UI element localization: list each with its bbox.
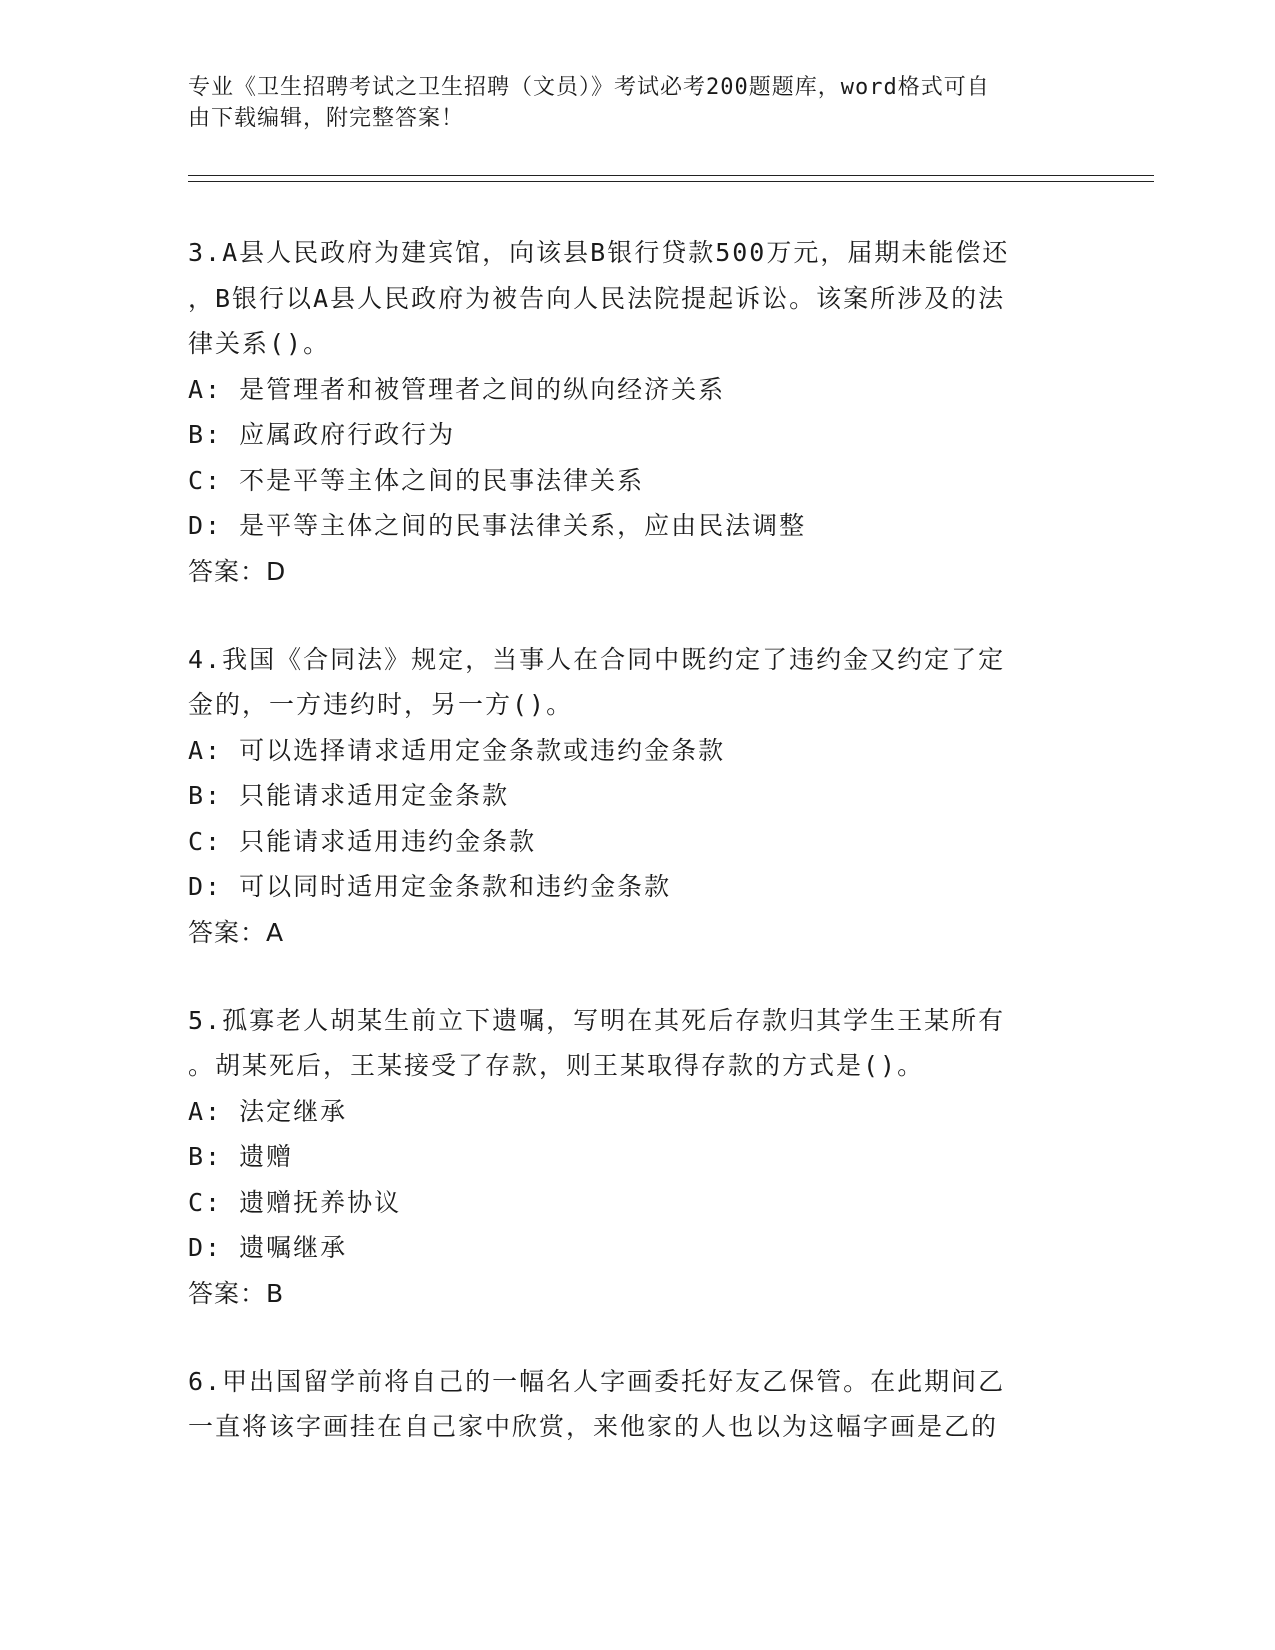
question-stem-line: 4.我国《合同法》规定，当事人在合同中既约定了违约金又约定了定	[188, 644, 1006, 674]
option-a: A: 是管理者和被管理者之间的纵向经济关系	[188, 374, 726, 404]
question-6	[188, 1359, 1088, 1450]
header-divider-top	[188, 175, 1154, 176]
option-c: C: 遗赠抚养协议	[188, 1187, 402, 1217]
option-c: C: 不是平等主体之间的民事法律关系	[188, 465, 645, 495]
question-stem-line: 一直将该字画挂在自己家中欣赏，来他家的人也以为这幅字画是乙的	[188, 1412, 999, 1441]
answer-line: 答案：D	[188, 556, 287, 586]
question-stem-line: ，B银行以A县人民政府为被告向人民法院提起诉讼。该案所涉及的法	[188, 283, 1006, 313]
answer-line: 答案：A	[188, 917, 285, 947]
question-list	[188, 230, 1088, 1492]
question-3	[188, 230, 1088, 595]
option-d: D: 是平等主体之间的民事法律关系，应由民法调整	[188, 511, 807, 540]
question-5	[188, 998, 1088, 1317]
option-d: D: 遗嘱继承	[188, 1233, 348, 1262]
question-stem-line: 5.孤寡老人胡某生前立下遗嘱，写明在其死后存款归其学生王某所有	[188, 1005, 1006, 1035]
option-b: B: 遗赠	[188, 1142, 294, 1171]
option-d: D: 可以同时适用定金条款和违约金条款	[188, 872, 672, 901]
option-b: B: 只能请求适用定金条款	[188, 781, 510, 810]
option-a: A: 可以选择请求适用定金条款或违约金条款	[188, 735, 726, 765]
header-line-1: 专业《卫生招聘考试之卫生招聘（文员）》考试必考200题题库，word格式可自	[188, 75, 990, 100]
option-b: B: 应属政府行政行为	[188, 420, 456, 449]
header-divider-bottom	[188, 181, 1154, 182]
question-stem-line: 3.A县人民政府为建宾馆，向该县B银行贷款500万元，届期未能偿还	[188, 238, 1010, 267]
question-stem-line: 金的，一方违约时，另一方()。	[188, 690, 574, 719]
question-stem-line: 。胡某死后，王某接受了存款，则王某取得存款的方式是()。	[188, 1051, 925, 1080]
question-4	[188, 637, 1088, 956]
question-stem-line: 6.甲出国留学前将自己的一幅名人字画委托好友乙保管。在此期间乙	[188, 1366, 1006, 1396]
option-c: C: 只能请求适用违约金条款	[188, 826, 537, 856]
document-header	[188, 72, 1088, 134]
option-a: A: 法定继承	[188, 1096, 348, 1126]
header-line-2: 由下载编辑，附完整答案！	[188, 106, 465, 131]
answer-line: 答案：B	[188, 1278, 285, 1308]
question-stem-line: 律关系()。	[188, 329, 331, 358]
